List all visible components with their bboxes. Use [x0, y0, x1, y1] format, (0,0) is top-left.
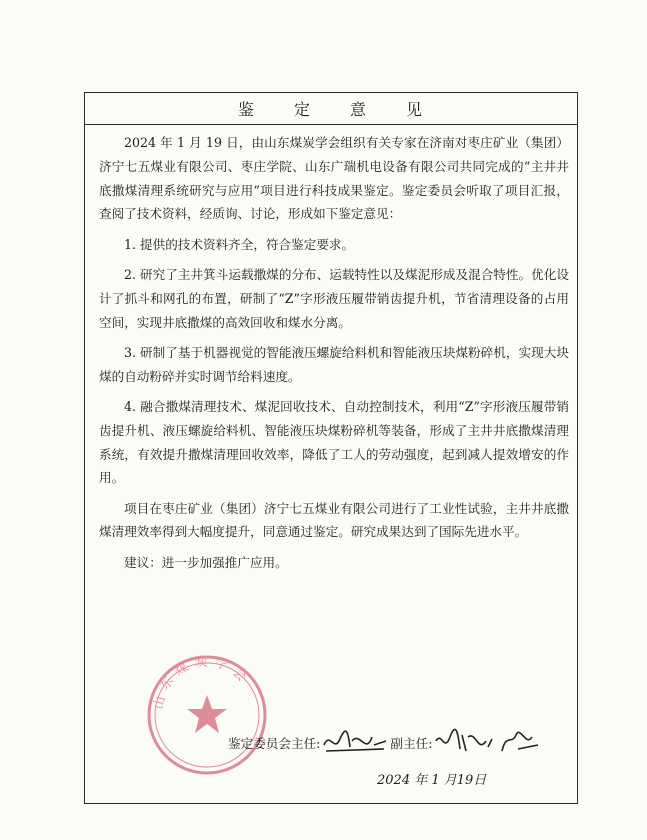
title-char: 定	[293, 100, 312, 119]
handwritten-date: 2024 年 1 月19日	[377, 773, 487, 788]
chair-signature	[320, 727, 390, 757]
vice-label: 副主任:	[390, 735, 433, 751]
page-title	[85, 93, 577, 125]
seal-stamp	[145, 653, 269, 777]
title-char: 意	[349, 100, 368, 119]
title-char: 见	[405, 100, 424, 119]
svg-text:山东煤炭学会: 山东煤炭学会	[151, 654, 254, 711]
paragraph-intro: 2024 年 1 月 19 日，由山东煤炭学会组织有关专家在济南对枣庄矿业（集团）济宁七五煤业有限公司、枣庄学院、山东广瑞机电设备有限公司共同完成的“主井井底撒煤清理系统研究与应用”项目进行科技成果鉴定。鉴定委员会听取了项目汇报，查阅了技术资料，经质询、讨论，形成如下鉴定意见：	[99, 135, 569, 222]
paragraph-conclusion: 项目在枣庄矿业（集团）济宁七五煤业有限公司进行了工业性试验，主井井底撒煤清理效率得到大幅度提升，同意通过鉴定。研究成果达到了国际先进水平。	[99, 500, 569, 540]
opinion-body	[85, 125, 577, 575]
signature-line	[228, 727, 542, 757]
paragraph-item-2: 2. 研究了主井箕斗运载撒煤的分布、运载特性以及煤泥形成及混合特性。优化设计了抓斗和网孔的布置，研制了“Z”字形液压履带销齿提升机，节省清理设备的占用空间，实现井底撒煤的高效回收和煤水分离。	[99, 266, 569, 330]
paragraph-suggestion: 建议：进一步加强推广应用。	[124, 554, 288, 570]
paragraph-item-4: 4. 融合撒煤清理技术、煤泥回收技术、自动控制技术，利用“Z”字形液压履带销齿提升机、液压螺旋给料机、智能液压块煤粉碎机等装备，形成了主井井底撒煤清理系统，有效提升撒煤清理回收效率，降低了工人的劳动强度，起到减人提效增安的作用。	[99, 398, 569, 486]
title-char: 鉴	[237, 100, 256, 119]
paragraph-item-1: 1. 提供的技术资料齐全，符合鉴定要求。	[124, 236, 355, 252]
chair-label: 鉴定委员会主任:	[228, 735, 321, 751]
paragraph-item-3: 3. 研制了基于机器视觉的智能液压螺旋给料机和智能液压块煤粉碎机，实现大块煤的自动粉碎并实时调节给料速度。	[99, 344, 569, 384]
vice-signature	[432, 727, 542, 757]
appraisal-table	[84, 92, 578, 804]
